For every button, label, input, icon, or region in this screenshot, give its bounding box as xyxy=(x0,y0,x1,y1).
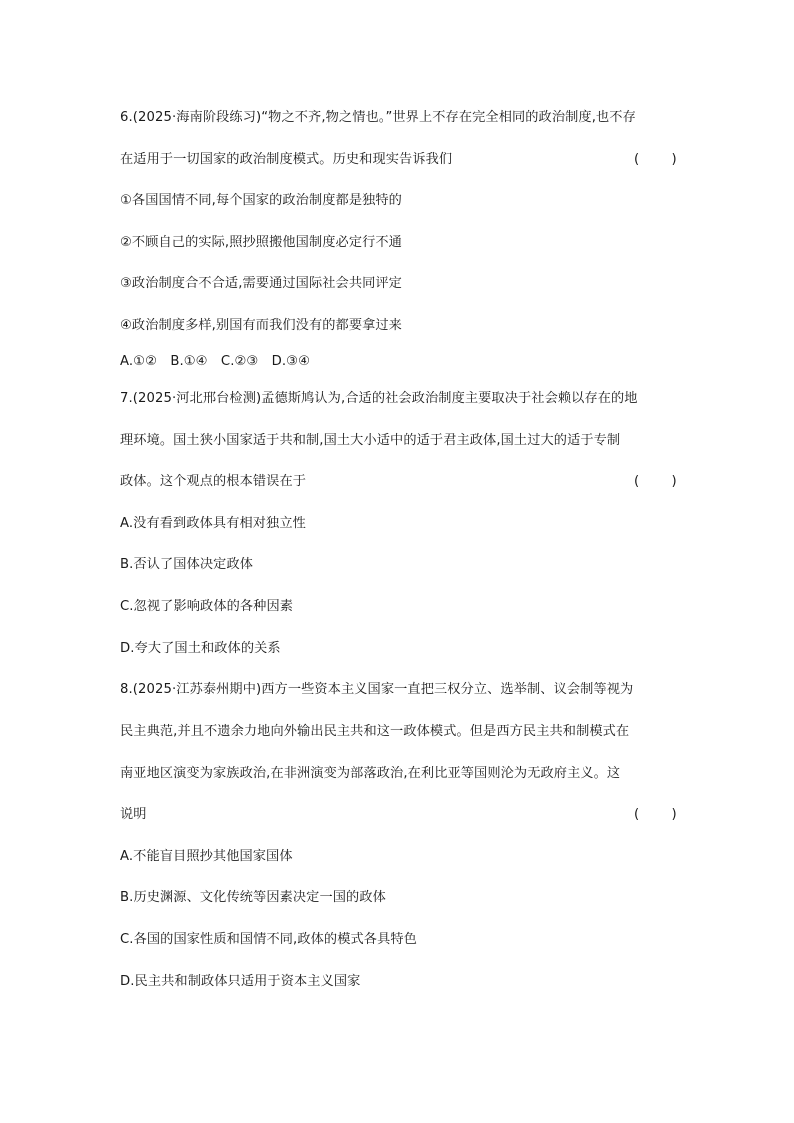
question-6-stem-line-1: 6.(2025·海南阶段练习)“物之不齐,物之情也。”世界上不存在完全相同的政治制度,也不存 xyxy=(120,110,636,125)
question-8-answer-bracket: ( ) xyxy=(634,807,679,822)
question-7-stem-line-3: 政体。这个观点的根本错误在于 xyxy=(120,474,307,489)
question-8-stem-line-1: 8.(2025·江苏泰州期中)西方一些资本主义国家一直把三权分立、选举制、议会制等视为 xyxy=(120,682,634,697)
question-8-option-c: C.各国的国家性质和国情不同,政体的模式各具特色 xyxy=(120,932,417,947)
question-6-statement-4: ④政治制度多样,别国有而我们没有的都要拿过来 xyxy=(120,318,402,333)
question-7-answer-bracket: ( ) xyxy=(634,474,679,489)
question-7-option-a: A.没有看到政体具有相对独立性 xyxy=(120,516,306,531)
question-7-option-d: D.夸大了国土和政体的关系 xyxy=(120,641,281,656)
question-6-statement-3: ③政治制度合不合适,需要通过国际社会共同评定 xyxy=(120,276,402,291)
question-7-option-c: C.忽视了影响政体的各种因素 xyxy=(120,599,294,614)
question-6-answer-bracket: ( ) xyxy=(634,152,679,167)
question-8-stem-line-4: 说明 xyxy=(120,807,147,822)
question-6-statement-1: ①各国国情不同,每个国家的政治制度都是独特的 xyxy=(120,193,402,208)
question-8-option-b: B.历史渊源、文化传统等因素决定一国的政体 xyxy=(120,890,386,905)
question-7-option-b: B.否认了国体决定政体 xyxy=(120,557,254,572)
question-6-statement-2: ②不顾自己的实际,照抄照搬他国制度必定行不通 xyxy=(120,235,402,250)
question-6-options: A.①② B.①④ C.②③ D.③④ xyxy=(120,354,311,369)
question-8-option-a: A.不能盲目照抄其他国家国体 xyxy=(120,849,293,864)
question-8-stem-line-2: 民主典范,并且不遗余力地向外输出民主共和这一政体模式。但是西方民主共和制模式在 xyxy=(120,724,630,739)
question-8-option-d: D.民主共和制政体只适用于资本主义国家 xyxy=(120,974,361,989)
question-7-stem-line-1: 7.(2025·河北邢台检测)孟德斯鸠认为,合适的社会政治制度主要取决于社会赖以存在的地 xyxy=(120,391,638,406)
question-7-stem-line-2: 理环境。国土狭小国家适于共和制,国土大小适中的适于君主政体,国土过大的适于专制 xyxy=(120,433,621,448)
question-8-stem-line-3: 南亚地区演变为家族政治,在非洲演变为部落政治,在利比亚等国则沦为无政府主义。这 xyxy=(120,766,621,781)
question-6-stem-line-2: 在适用于一切国家的政治制度模式。历史和现实告诉我们 xyxy=(120,152,453,167)
